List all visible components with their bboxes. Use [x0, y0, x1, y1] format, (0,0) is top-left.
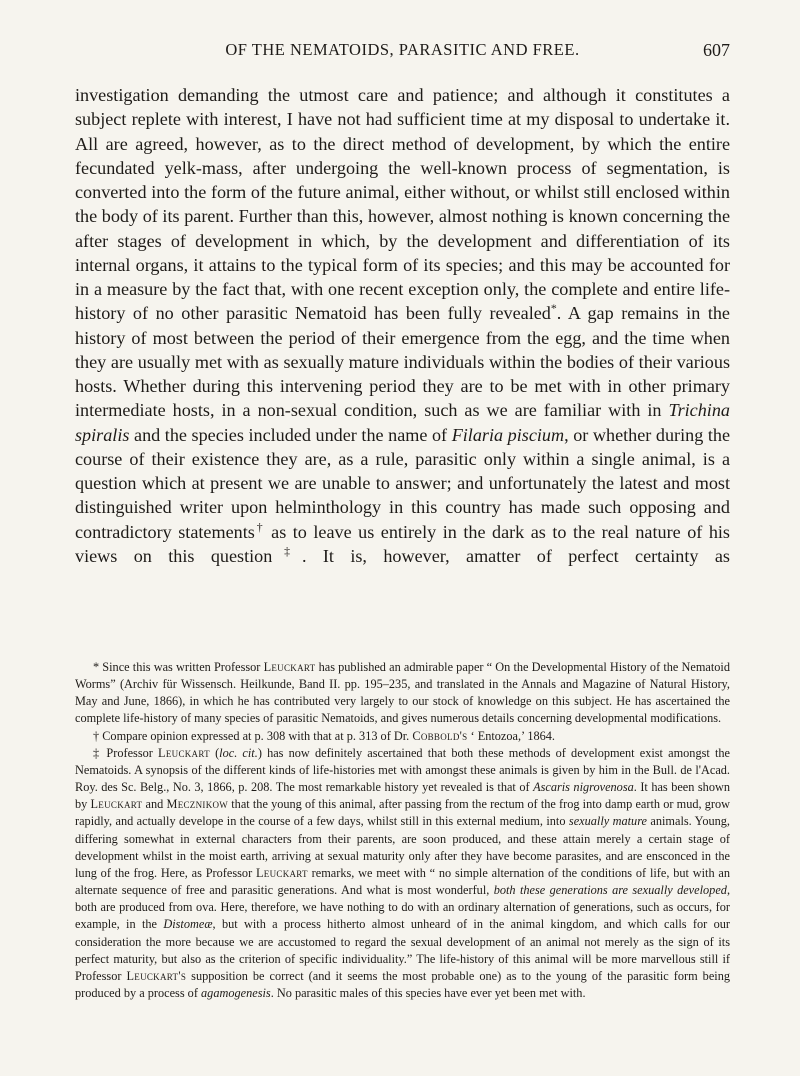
footnote-text: † Compare opinion expressed at p. 308 with that at p. 313 of Dr. [93, 728, 413, 743]
body-text-run: . It is, however, amatter of perfect certainty as [301, 545, 730, 566]
author-name: Leuckart [90, 797, 143, 812]
author-name: Leuckart [255, 865, 308, 880]
footnote-text: * Since this was written Professor [93, 660, 264, 674]
body-text-run: as to leave us entirely in the dark as to the real nature of his views on this question [75, 521, 730, 566]
main-paragraph [75, 83, 730, 568]
page-number: 607 [703, 40, 730, 60]
citation-italic: loc. cit. [219, 745, 258, 760]
footnote-text: ( [209, 745, 220, 760]
footnote-text: ‘ Entozoa,’ 1864. [467, 728, 555, 743]
author-name: Leuckart's [126, 968, 187, 983]
footnote-text: . No parasitic males of this species have ever yet been met with. [270, 985, 586, 1000]
body-text-run: and the species included under the name of [129, 424, 452, 445]
author-name: Cobbold's [412, 728, 468, 743]
author-name: Leuckart [263, 660, 316, 674]
footnote-text: remarks, we meet with “ no simple alternation of the conditions of life, but with an alternate sequence of free and parasitic generations. And what is most wonderful, [75, 865, 730, 898]
footnote-text: ) has now definitely ascertained that both these methods of development exist amongst the Nematoids. A synopsis of the different kinds of life-histories met with amongst these animals is given by him in the Bull. de l'Acad. Roy. des Sc. Belg., No. 3, 1866, p. 208. The most remarkable history yet revealed is that of [75, 745, 730, 795]
footnote-text: animals. Young, differing somewhat in external characters from their parents, are soon produced, and these attain merely a certain stage of development whilst in the moist earth, arriving at sexual maturity only after they have become parasites, and are ensconced in the lung of the frog. Here, as Professor [75, 814, 730, 880]
footnote-text: that the young of this animal, after passing from the rectum of the frog into damp earth or mud, grow rapidly, and actually develope in the course of a few days, whilst still in this external medium, into [75, 797, 731, 829]
footnote-text: has published an admirable paper “ On the Developmental History of the Nematoid Worms” (Archiv für Wissensch. Heilkunde, Band II. pp. 195–235, and translated in the Annals and Magazine of Natural History, May and June, 1866), in which he has contributed very largely to our stock of knowledge on this subject. He has ascertained the complete life-history of many species of parasitic Nematoids, and gives numerous details concerning developmental modifications. [75, 660, 730, 726]
footnote-text: , but with a process hitherto almost unheard of in the animal kingdom, and which calls for our consideration the more because we are accustomed to regard the sexual development of an animal not merely as the sign of its perfect maturity, but also as the criterion of specific individuality.” The life-history of this animal will be more marvellous still if Professor [75, 917, 730, 983]
footnote-text: supposition be correct (and it seems the most probable one) as to the young of the parasitic form being produced by a process of [75, 968, 730, 1000]
species-name: Ascaris nigrovenosa [533, 780, 634, 795]
footnote-text: ‡ Professor [93, 745, 159, 760]
footnote-mark-double-dagger: ‡ [272, 543, 302, 558]
species-name: Trichina spiralis [75, 400, 730, 445]
footnotes [75, 659, 730, 1002]
body-text-run: . A gap remains in the history of most between the period of their emergence from the egg, and the time when they are usually met with as sexually mature individuals within the bodies of their various hosts. Whether during this intervening period they are to be met with in other primary intermediate hosts, in a non-sexual condition, such as we are familiar with in [75, 303, 730, 421]
footnote-2 [75, 728, 730, 745]
footnote-text: and [142, 797, 167, 812]
emphasis-italic: both these generations are sexually developed [493, 883, 727, 898]
emphasis-italic: sexually mature [568, 814, 647, 829]
species-name: Filaria piscium [451, 424, 565, 445]
author-name: Mecznikow [166, 797, 229, 812]
footnote-text: . It has been shown by [75, 780, 730, 812]
term-italic: agamogenesis [201, 985, 271, 1000]
footnote-1 [75, 659, 730, 728]
footnote-mark-dagger: † [254, 519, 265, 534]
running-head: OF THE NEMATOIDS, PARASITIC AND FREE. [225, 40, 580, 59]
page-header [75, 40, 730, 64]
taxon-name: Distomeæ [163, 917, 213, 932]
footnote-mark-asterisk: * [550, 301, 557, 316]
body-text-run: , or whether during the course of their existence they are, as a rule, parasitic only within a single animal, is a question which at present we are unable to answer; and unfortunately the latest and most distinguished writer upon helminthology in this country has made such opposing and contradictory statements [75, 424, 730, 542]
footnote-text: , both are produced from ova. Here, therefore, we have nothing to do with an ordinary alternation of generations, such as occurs, for example, in the [75, 883, 731, 932]
author-name: Leuckart [158, 745, 210, 760]
footnote-3 [75, 745, 730, 1002]
body-text-run: investigation demanding the utmost care and patience; and although it constitutes a subject replete with interest, I have not had sufficient time at my disposal to undertake it. All are agreed, however, as to the direct method of development, by which the entire fecundated yelk-mass, after undergoing the well-known process of segmentation, is converted into the form of the future animal, either without, or whilst still enclosed within the body of its parent. Further than this, however, almost nothing is known concerning the after stages of development in which, by the development and differentiation of its internal organs, it attains to the typical form of its species; and this may be accounted for in a measure by the fact that, with one recent exception only, the complete and entire life-history of no other parasitic Nematoid has been fully revealed [75, 85, 730, 324]
